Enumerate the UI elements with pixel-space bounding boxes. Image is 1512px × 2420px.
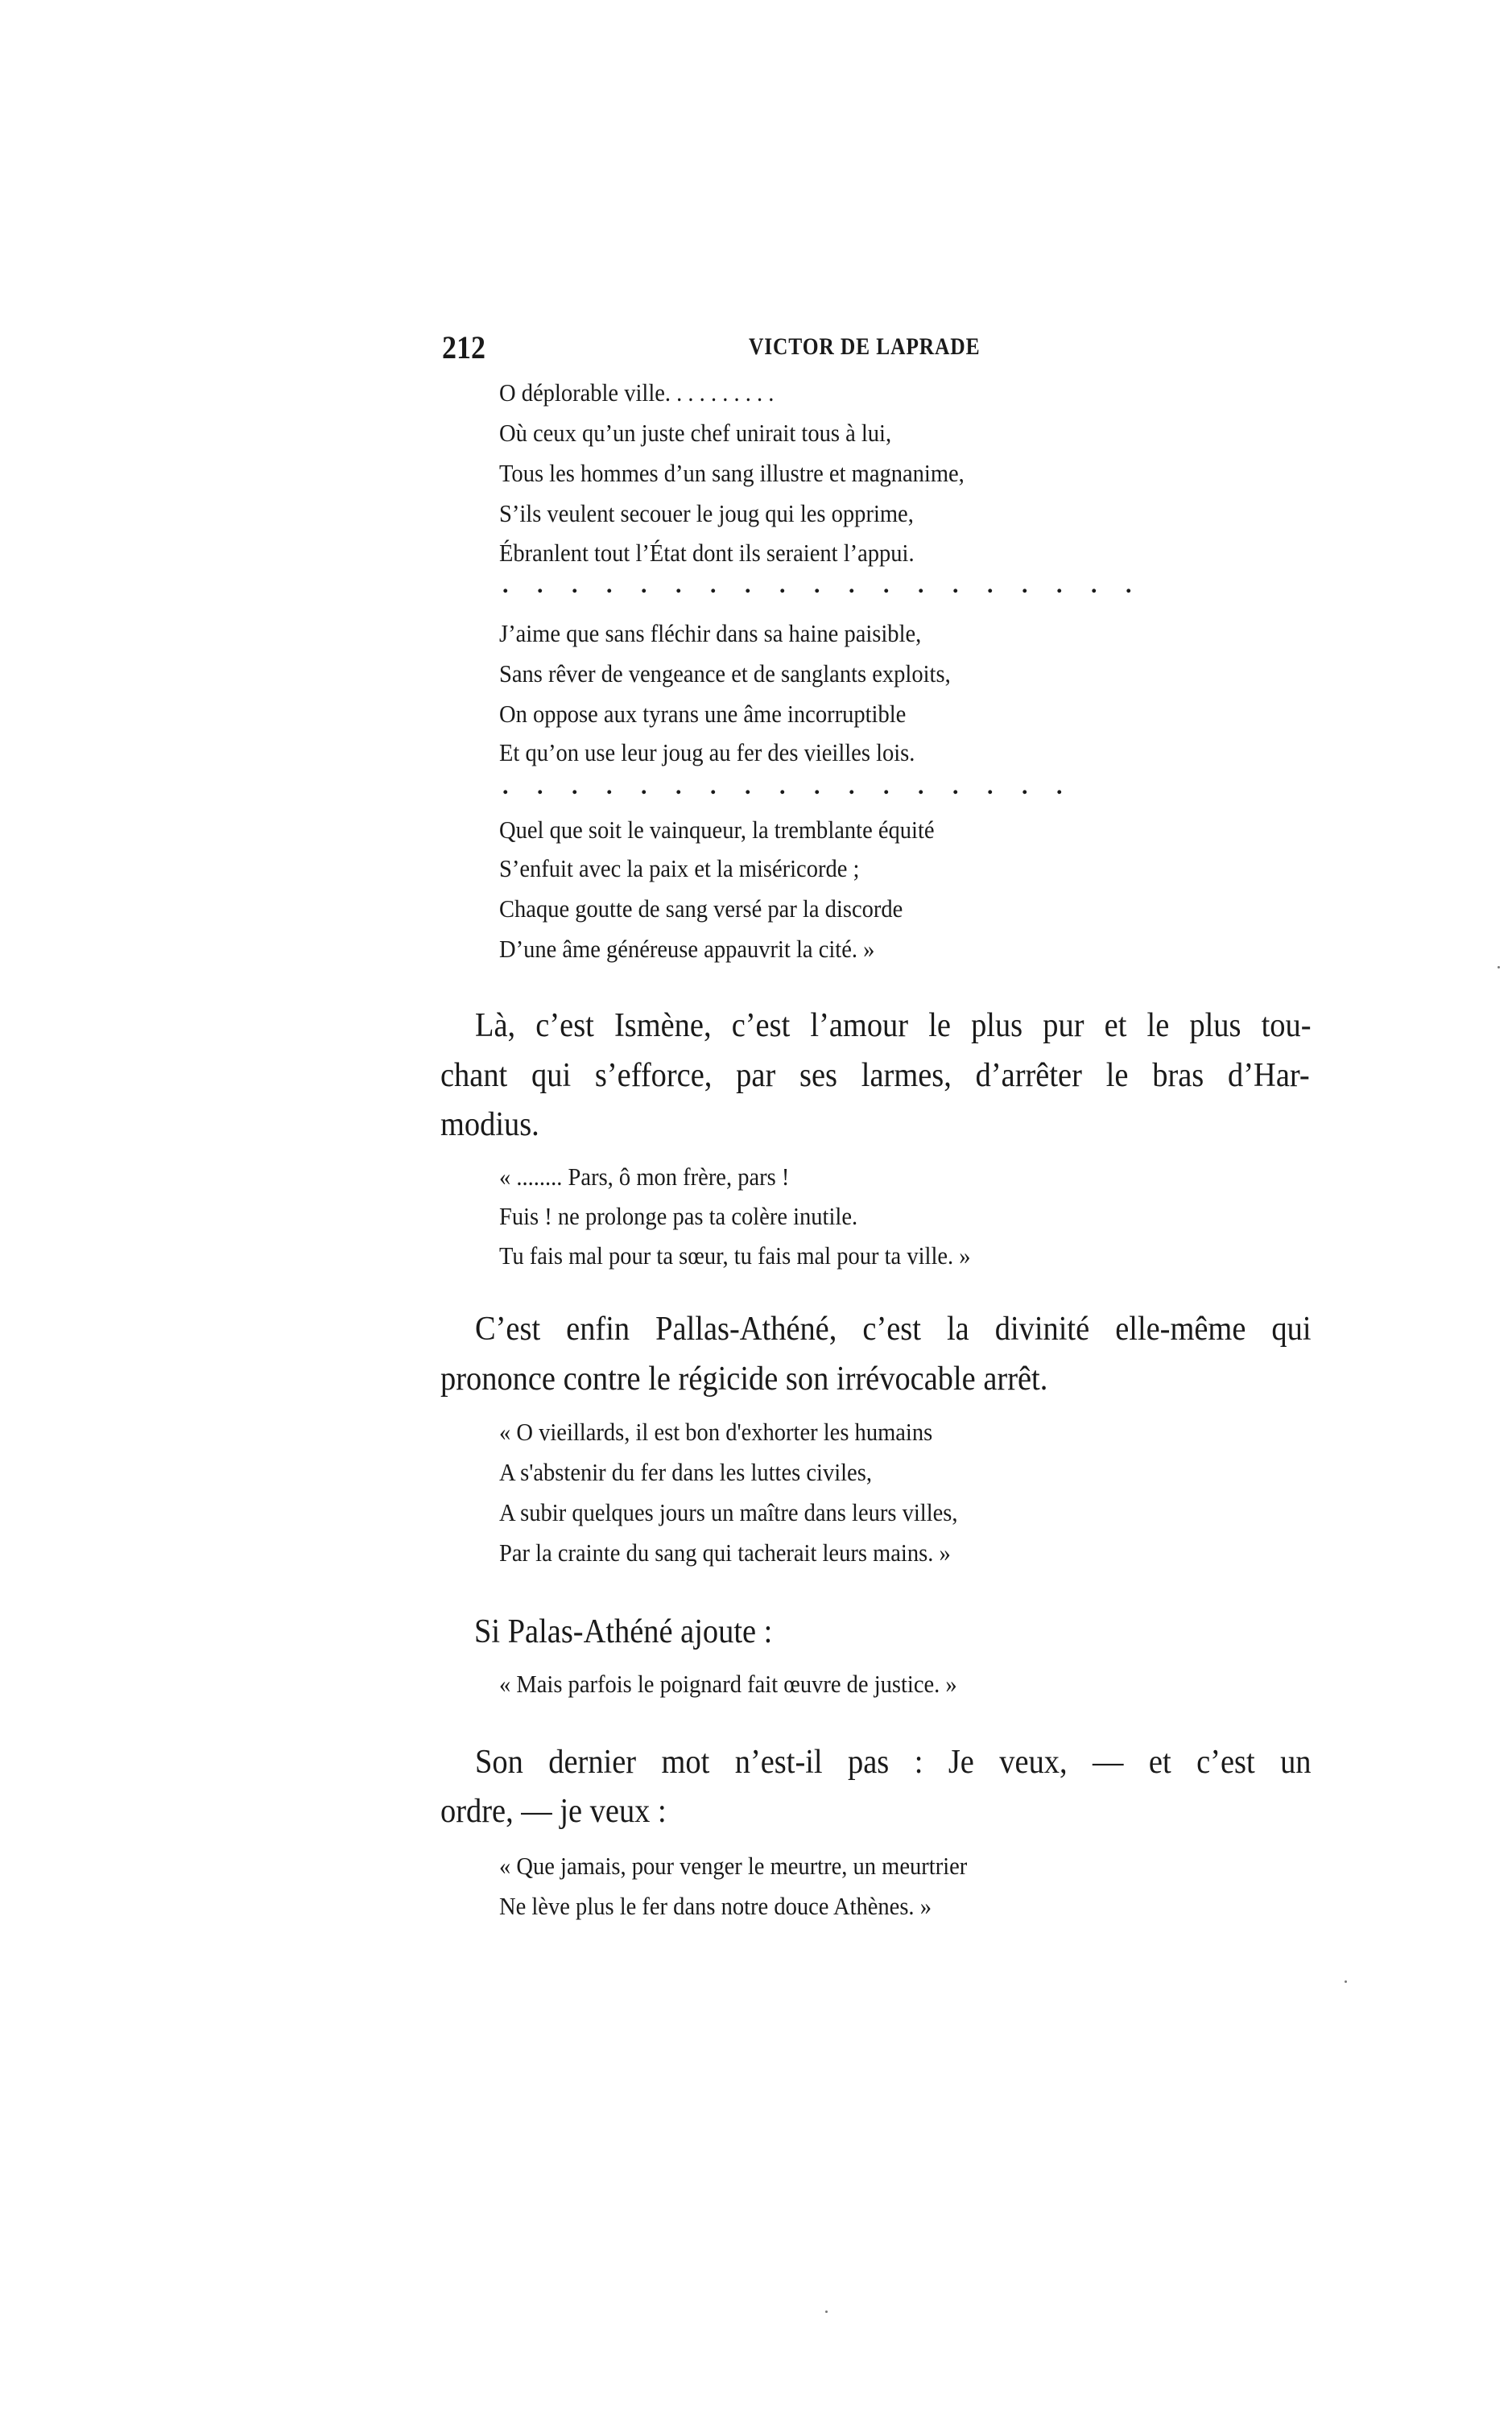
- prose-line: Là, c’est Ismène, c’est l’amour le plus pur et le plus tou-: [475, 1007, 1312, 1044]
- scan-speck: [1498, 966, 1500, 968]
- verse-line: A s'abstenir du fer dans les luttes civiles,: [499, 1458, 872, 1486]
- prose-line: modius.: [440, 1106, 539, 1143]
- ellipsis-row: . . . . . . . . . . . . . . . . .: [502, 773, 1074, 799]
- verse-line: Tu fais mal pour ta sœur, tu fais mal pour ta ville. »: [499, 1241, 971, 1270]
- prose-line: prononce contre le régicide son irrévocable arrêt.: [440, 1361, 1048, 1398]
- verse-line: J’aime que sans fléchir dans sa haine paisible,: [499, 619, 922, 647]
- verse-line: O déplorable ville. . . . . . . . . .: [499, 378, 775, 407]
- verse-line: Par la crainte du sang qui tacherait leurs mains. »: [499, 1538, 951, 1567]
- verse-line: On oppose aux tyrans une âme incorruptible: [499, 700, 907, 728]
- scan-speck: [1345, 1980, 1347, 1983]
- ellipsis-row: . . . . . . . . . . . . . . . . . . .: [502, 572, 1143, 598]
- page-number: 212: [442, 329, 485, 365]
- prose-line: C’est enfin Pallas-Athéné, c’est la divinité elle-même qui: [475, 1311, 1312, 1348]
- verse-line: Sans rêver de vengeance et de sanglants exploits,: [499, 659, 951, 688]
- verse-line: S’ils veulent secouer le joug qui les opprime,: [499, 499, 914, 527]
- verse-line: « O vieillards, il est bon d'exhorter les humains: [499, 1418, 933, 1446]
- verse-line: D’une âme généreuse appauvrit la cité. »: [499, 935, 875, 963]
- prose-line: Son dernier mot n’est-il pas : Je veux, — et c’est un: [475, 1744, 1312, 1781]
- verse-line: Fuis ! ne prolonge pas ta colère inutile.: [499, 1202, 858, 1230]
- verse-line: Tous les hommes d’un sang illustre et magnanime,: [499, 459, 965, 487]
- verse-line: Quel que soit le vainqueur, la tremblante équité: [499, 816, 935, 844]
- verse-line: S’enfuit avec la paix et la miséricorde ;: [499, 854, 860, 882]
- verse-line: « ........ Pars, ô mon frère, pars !: [499, 1163, 790, 1191]
- prose-line: Si Palas-Athéné ajoute :: [474, 1613, 773, 1650]
- verse-line: « Que jamais, pour venger le meurtre, un meurtrier: [499, 1852, 968, 1880]
- running-title: VICTOR DE LAPRADE: [749, 333, 981, 360]
- verse-line: Et qu’on use leur joug au fer des vieilles lois.: [499, 738, 915, 766]
- prose-line: chant qui s’efforce, par ses larmes, d’arrêter le bras d’Har-: [440, 1057, 1310, 1094]
- verse-line: Ne lève plus le fer dans notre douce Athènes. »: [499, 1892, 932, 1920]
- prose-line: ordre, — je veux :: [440, 1793, 667, 1830]
- scan-speck: [825, 2311, 828, 2313]
- verse-line: Ébranlent tout l’État dont ils seraient l’appui.: [499, 539, 915, 567]
- verse-line: Chaque goutte de sang versé par la discorde: [499, 894, 903, 923]
- verse-line: Où ceux qu’un juste chef unirait tous à lui,: [499, 419, 892, 447]
- verse-line: A subir quelques jours un maître dans leurs villes,: [499, 1498, 958, 1526]
- verse-line: « Mais parfois le poignard fait œuvre de justice. »: [499, 1670, 957, 1698]
